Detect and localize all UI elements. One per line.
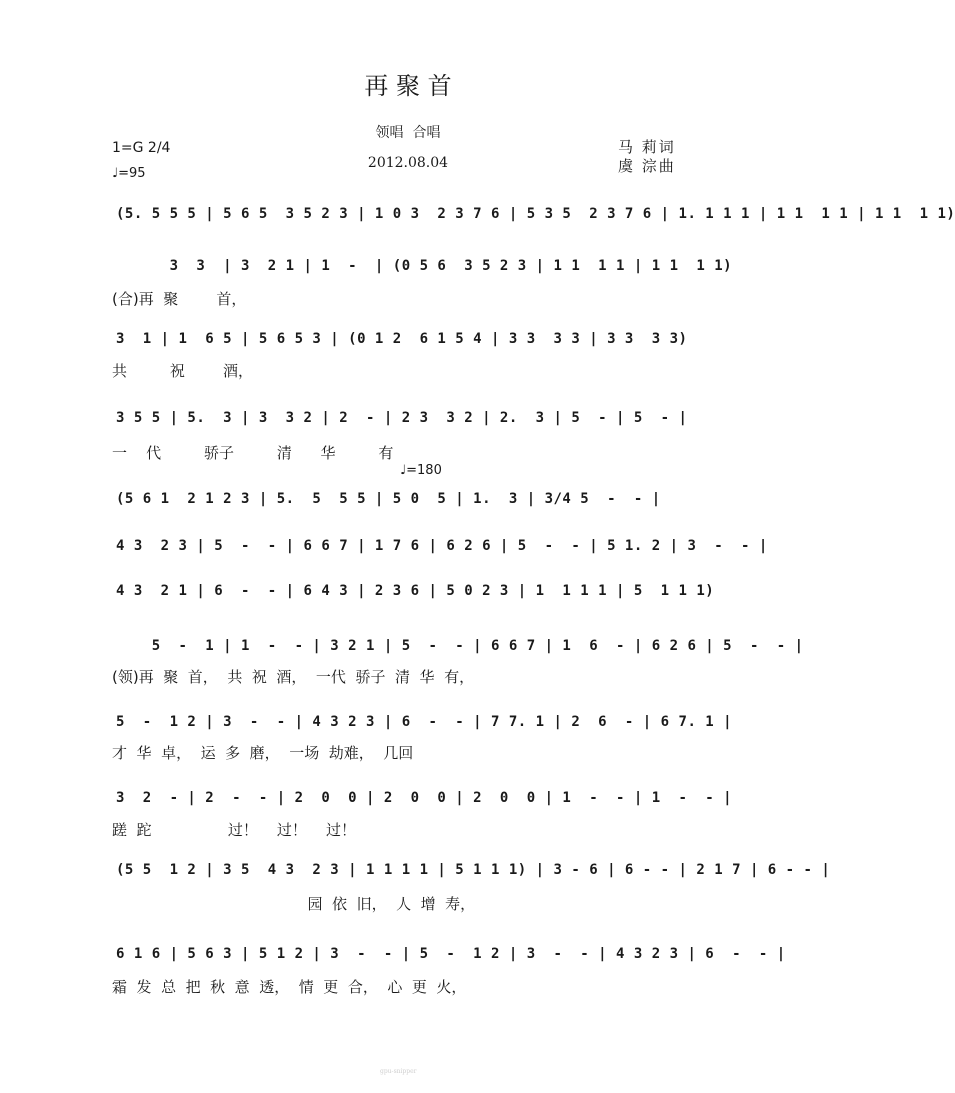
lyric-line-10: 蹉 跎 过！ 过！ 过！ xyxy=(112,821,356,839)
music-system-6: 4 3 2 3 | 5 - - | 6 6 7 | 1 7 6 | 6 2 6 | 5 - - | 5 1. 2 | 3 - - | xyxy=(116,538,768,554)
lyricist-credit: 马 莉词 xyxy=(618,138,676,156)
music-system-4: 3 5 5 | 5. 3 | 3 3 2 | 2 - | 2 3 3 2 | 2. 3 | 5 - | 5 - | xyxy=(116,410,688,426)
composition-date: 2012.08.04 xyxy=(367,155,449,171)
lyric-line-9: 才 华 卓， 运 多 磨， 一场 劫难， 几回 xyxy=(112,744,414,762)
music-system-8: 5 - 1 | 1 - - | 3 2 1 | 5 - - | 6 6 7 | 1 6 - | 6 2 6 | 5 - - | xyxy=(116,638,804,654)
footer-watermark: gpu-snipper xyxy=(380,1068,417,1075)
key-signature: 1=G 2/4 xyxy=(112,140,171,156)
lyric-line-4: 一 代 骄子 清 华 有 xyxy=(112,444,394,462)
lyric-line-8: (领)再 聚 首， 共 祝 酒， 一代 骄子 清 华 有， xyxy=(112,668,475,686)
music-system-1: (5. 5 5 5 | 5 6 5 3 5 2 3 | 1 0 3 2 3 7 6 | 5 3 5 2 3 7 6 | 1. 1 1 1 | 1 1 1 1 | 1 1 1 1) xyxy=(116,206,955,222)
music-system-7: 4 3 2 1 | 6 - - | 6 4 3 | 2 3 6 | 5 0 2 3 | 1 1 1 1 | 5 1 1 1) xyxy=(116,583,715,599)
music-system-5: (5 6 1 2 1 2 3 | 5. 5 5 5 | 5 0 5 | 1. 3 | 3/4 5 - - | xyxy=(116,491,661,507)
lyric-line-11: 园 依 旧， 人 增 寿， xyxy=(112,895,476,913)
music-system-2: 3 3 | 3 2 1 | 1 - | (0 5 6 3 5 2 3 | 1 1 1 1 | 1 1 1 1) xyxy=(116,258,733,274)
performance-type: 领唱 合唱 xyxy=(375,125,441,141)
music-system-3: 3 1 | 1 6 5 | 5 6 5 3 | (0 1 2 6 1 5 4 | 3 3 3 3 | 3 3 3 3) xyxy=(116,331,688,347)
lyric-line-3: 共 祝 酒， xyxy=(112,362,254,380)
lyric-line-2: (合)再 聚 首， xyxy=(112,290,247,308)
music-system-10: 3 2 - | 2 - - | 2 0 0 | 2 0 0 | 2 0 0 | 1 - - | 1 - - | xyxy=(116,790,733,806)
tempo-change-marking: ♩=180 xyxy=(400,463,442,478)
song-title: 再 聚 首 xyxy=(364,72,452,100)
lyric-line-12: 霜 发 总 把 秋 意 透， 情 更 合， 心 更 火， xyxy=(112,978,467,996)
composer-credit: 虞 淙曲 xyxy=(618,157,676,175)
music-system-11: (5 5 1 2 | 3 5 4 3 2 3 | 1 1 1 1 | 5 1 1 1) | 3 - 6 | 6 - - | 2 1 7 | 6 - - | xyxy=(116,862,831,878)
music-system-12: 6 1 6 | 5 6 3 | 5 1 2 | 3 - - | 5 - 1 2 | 3 - - | 4 3 2 3 | 6 - - | xyxy=(116,946,786,962)
tempo-marking: ♩=95 xyxy=(112,166,146,181)
music-system-9: 5 - 1 2 | 3 - - | 4 3 2 3 | 6 - - | 7 7. 1 | 2 6 - | 6 7. 1 | xyxy=(116,714,733,730)
